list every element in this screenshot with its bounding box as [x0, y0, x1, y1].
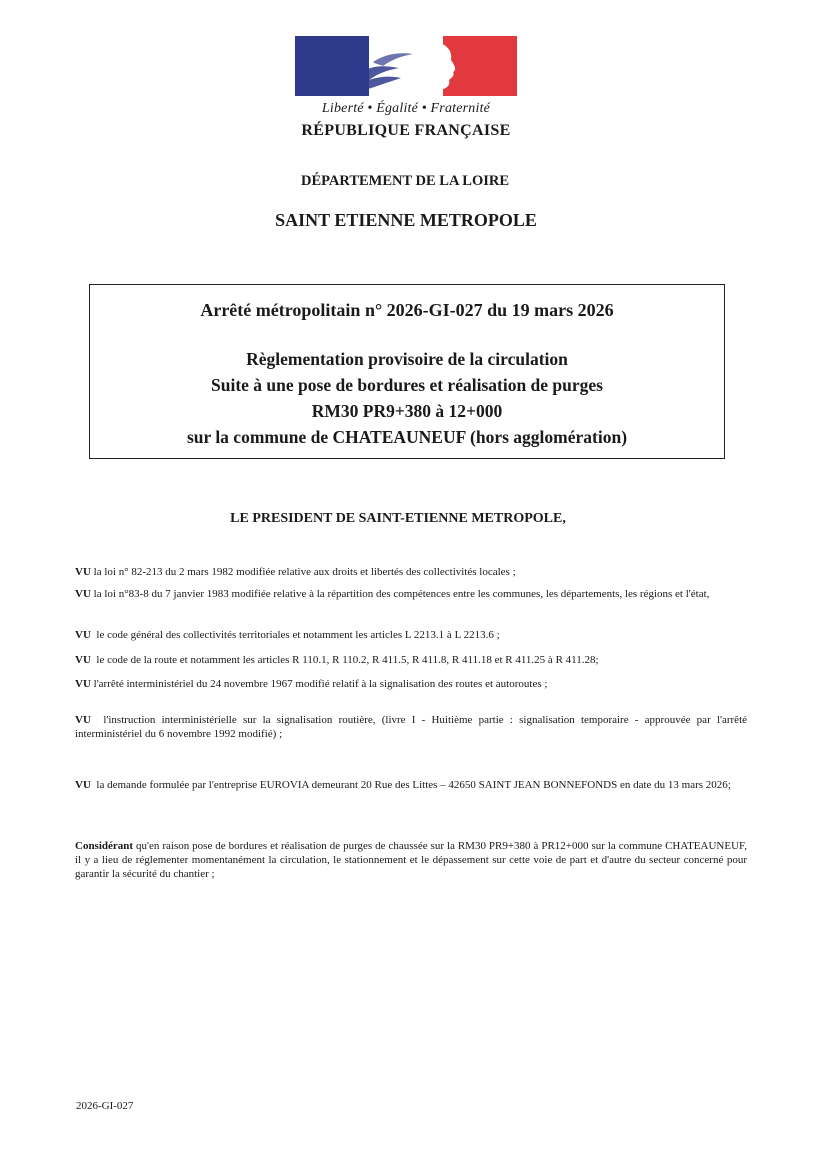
visa-text: la loi n°83-8 du 7 janvier 1983 modifiée relative à la répartition des compétences entre les communes, les départements, les régions et l'état, [93, 588, 710, 600]
visa-keyword: VU [75, 654, 91, 666]
visa-text: la demande formulée par l'entreprise EUROVIA demeurant 20 Rue des Littes – 42650 SAINT JEAN BONNEFONDS en date du 13 mars 2026; [96, 779, 731, 791]
visa-text: l'instruction interministérielle sur la signalisation routière, (livre I - Huitième partie : signalisation temporaire - approuvée par l'arrêté interministériel du 6 novembre 1992 modifié) ; [75, 714, 748, 740]
visa-item [75, 678, 747, 692]
visa-item [75, 779, 747, 793]
visa-item [75, 629, 747, 643]
footer-reference: 2026-GI-027 [76, 1100, 134, 1112]
authority-heading: SAINT ETIENNE METROPOLE [275, 210, 537, 230]
visa-item [75, 588, 747, 602]
visa-keyword: VU [75, 629, 91, 641]
visa-text: le code de la route et notamment les articles R 110.1, R 110.2, R 411.5, R 411.8, R 411.18 et R 411.25 à R 411.28; [96, 654, 599, 666]
visa-text: la loi n° 82-213 du 2 mars 1982 modifiée relative aux droits et libertés des collectivités locales ; [93, 566, 516, 578]
visa-keyword: VU [75, 678, 91, 690]
considerant-paragraph [75, 839, 747, 881]
visa-item [75, 654, 747, 668]
decree-number: Arrêté métropolitain n° 2026-GI-027 du 19 mars 2026 [200, 300, 614, 320]
president-heading: LE PRESIDENT DE SAINT-ETIENNE METROPOLE, [230, 511, 566, 526]
republic-name: RÉPUBLIQUE FRANÇAISE [301, 122, 511, 139]
visa-keyword: VU [75, 779, 91, 791]
decree-subject-line-3: RM30 PR9+380 à 12+000 [311, 401, 503, 421]
decree-subject-line-1: Règlementation provisoire de la circulation [246, 349, 568, 369]
marianne-logo-icon [295, 36, 517, 96]
visa-item [75, 714, 747, 741]
considerant-text: qu'en raison pose de bordures et réalisation de purges de chaussée sur la RM30 PR9+380 à PR12+000 sur la commune CHATEAUNEUF, il y a lieu de réglementer momentanément la circulation, le stationnement et le dépassement sur cette voie de part et d'autre du secteur concerné pour garantir la sécurité du chantier ; [75, 840, 748, 880]
visa-keyword: VU [75, 566, 91, 578]
department-heading: DÉPARTEMENT DE LA LOIRE [300, 173, 510, 189]
visa-keyword: VU [75, 588, 91, 600]
visa-text: l'arrêté interministériel du 24 novembre 1967 modifié relatif à la signalisation des routes et autoroutes ; [93, 678, 548, 690]
decree-subject-line-4: sur la commune de CHATEAUNEUF (hors agglomération) [186, 427, 628, 447]
considerant-keyword: Considérant [75, 840, 134, 852]
decree-subject-line-2: Suite à une pose de bordures et réalisation de purges [211, 375, 603, 395]
visa-text: le code général des collectivités territoriales et notamment les articles L 2213.1 à L 2213.6 ; [96, 629, 500, 641]
republic-motto: Liberté • Égalité • Fraternité [321, 101, 491, 116]
visa-keyword: VU [75, 714, 91, 726]
visa-item [75, 566, 747, 580]
decree-title-box [89, 284, 725, 459]
